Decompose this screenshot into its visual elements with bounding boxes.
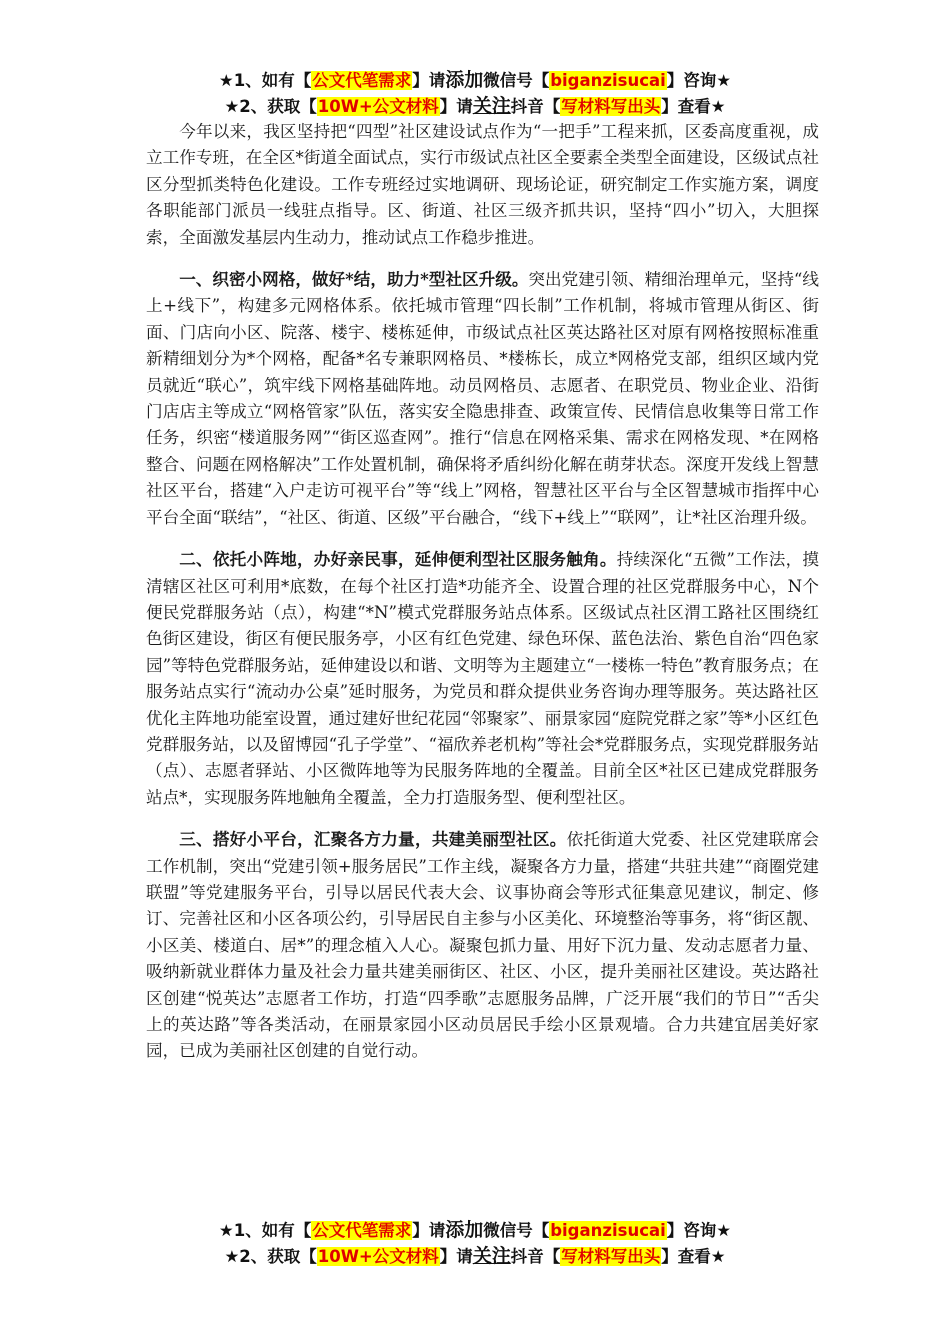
- emphasis-add: 添加: [445, 69, 484, 91]
- promo-text: ★1、如有【: [218, 71, 312, 90]
- highlight-service: 公文代笔需求: [312, 71, 412, 90]
- promo-text: 】请: [412, 1221, 446, 1240]
- emphasis-follow: 关注: [472, 1245, 511, 1267]
- promo-line-2: [130, 1243, 820, 1269]
- highlight-service: 公文代笔需求: [312, 1221, 412, 1240]
- promo-text: 】查看★: [661, 97, 726, 116]
- section-2-paragraph: [146, 546, 819, 811]
- section-1-text: 突出党建引领、精细治理单元，坚持“线上+线下”，构建多元网格体系。依托城市管理“四长制”工作机制，将城市管理从街区、街面、门店向小区、院落、楼宇、楼栋延伸，市级试点社区英达路社区对原有网格按照标准重新精细划分为*个网格，配备*名专兼职网格员、*楼栋长，成立*网格党支部，组织区域内党员就近“联心”，筑牢线下网格基础阵地。动员网格员、志愿者、在职党员、物业企业、沿街门店店主等成立“网格管家”队伍，落实安全隐患排查、政策宣传、民情信息收集等日常工作任务，织密“楼道服务网”“街区巡查网”。推行“信息在网格采集、需求在网格发现、*在网格整合、问题在网格解决”工作处置机制，确保将矛盾纠纷化解在萌芽状态。深度开发线上智慧社区平台，搭建“入户走访可视平台”等“线上”网格，智慧社区平台与全区智慧城市指挥中心平台全面“联结”，“社区、街道、区级”平台融合，“线下+线上”“联网”，让*社区治理升级。: [146, 270, 819, 527]
- highlight-douyin: 写材料写出头: [561, 1247, 661, 1266]
- section-3-text: 依托街道大党委、社区党建联席会工作机制，突出“党建引领+服务居民”工作主线，凝聚各方力量，搭建“共驻共建”“商圈党建联盟”等党建服务平台，引导以居民代表大会、议事协商会等形式征集意见建议，制定、修订、完善社区和小区各项公约，引导居民自主参与小区美化、环境整治等事务，将“街区靓、小区美、楼道白、居*”的理念植入人心。凝聚包抓力量、用好下沉力量、发动志愿者力量、吸纳新就业群体力量及社会力量共建美丽街区、社区、小区，提升美丽社区建设。英达路社区创建“悦英达”志愿者工作坊，打造“四季歌”志愿服务品牌，广泛开展“我们的节日”“舌尖上的英达路”等各类活动，在丽景家园小区动员居民手绘小区景观墙。合力共建宜居美好家园，已成为美丽社区创建的自觉行动。: [146, 830, 819, 1061]
- section-2-text: 持续深化“五微”工作法，摸清辖区社区可利用*底数，在每个社区打造*功能齐全、设置合理的社区党群服务中心，N个便民党群服务站（点），构建“*N”模式党群服务站点体系。区级试点社区渭工路社区围绕红色街区建设，街区有便民服务亭，小区有红色党建、绿色环保、蓝色法治、紫色自治“四色家园”等特色党群服务站，延伸建设以和谐、文明等为主题建立“一楼栋一特色”教育服务点；在服务站点实行“流动办公桌”延时服务，为党员和群众提供业务咨询办理等服务。英达路社区优化主阵地功能室设置，通过建好世纪花园“邻聚家”、丽景家园“庭院党群之家”等*小区红色党群服务站，以及留博园“孔子学堂”、“福欣养老机构”等社会*党群服务点，实现党群服务站（点）、志愿者驿站、小区微阵地等为民服务阵地的全覆盖。目前全区*社区已建成党群服务站点*，实现服务阵地触角全覆盖，全力打造服务型、便利型社区。: [146, 550, 820, 807]
- highlight-materials: 10W+公文材料: [317, 97, 439, 116]
- section-3-paragraph: [146, 826, 819, 1065]
- promo-text: ★2、获取【: [224, 97, 317, 116]
- promo-text: 】查看★: [661, 1247, 726, 1266]
- promo-text: 抖音【: [510, 97, 561, 116]
- promo-text: 】请: [412, 71, 446, 90]
- document-body: [146, 119, 819, 1080]
- promo-text: ★1、如有【: [218, 1221, 312, 1240]
- promo-text: 抖音【: [510, 1247, 561, 1266]
- emphasis-follow: 关注: [472, 95, 511, 117]
- promo-text: 微信号【: [483, 71, 550, 90]
- promo-banner-bottom: [130, 1217, 820, 1269]
- promo-text: 】请: [439, 1247, 473, 1266]
- section-1-heading: 一、织密小网格，做好*结，助力*型社区升级。: [179, 269, 529, 290]
- emphasis-add: 添加: [445, 1219, 484, 1241]
- promo-text: 】请: [439, 97, 473, 116]
- highlight-wechat-id: biganzisucai: [550, 71, 666, 90]
- promo-banner-top: [130, 67, 820, 119]
- highlight-douyin: 写材料写出头: [561, 97, 661, 116]
- promo-text: 】咨询★: [666, 1221, 732, 1240]
- section-3-heading: 三、搭好小平台，汇聚各方力量，共建美丽型社区。: [179, 829, 567, 850]
- promo-text: ★2、获取【: [224, 1247, 317, 1266]
- promo-text: 】咨询★: [666, 71, 732, 90]
- promo-line-2: [130, 93, 820, 119]
- intro-paragraph: 今年以来，我区坚持把“四型”社区建设试点作为“一把手”工程来抓，区委高度重视，成立工作专班，在全区*街道全面试点，实行市级试点社区全要素全类型全面建设，区级试点社区分型抓类特色化建设。工作专班经过实地调研、现场论证，研究制定工作实施方案，调度各职能部门派员一线驻点指导。区、街道、社区三级齐抓共识，坚持“四小”切入，大胆探索，全面激发基层内生动力，推动试点工作稳步推进。: [146, 122, 819, 247]
- highlight-materials: 10W+公文材料: [317, 1247, 439, 1266]
- section-1-paragraph: [146, 266, 819, 531]
- section-2-heading: 二、依托小阵地，办好亲民事，延伸便利型社区服务触角。: [179, 549, 617, 570]
- promo-line-1: [130, 1217, 820, 1243]
- promo-line-1: [130, 67, 820, 93]
- highlight-wechat-id: biganzisucai: [550, 1221, 666, 1240]
- promo-text: 微信号【: [483, 1221, 550, 1240]
